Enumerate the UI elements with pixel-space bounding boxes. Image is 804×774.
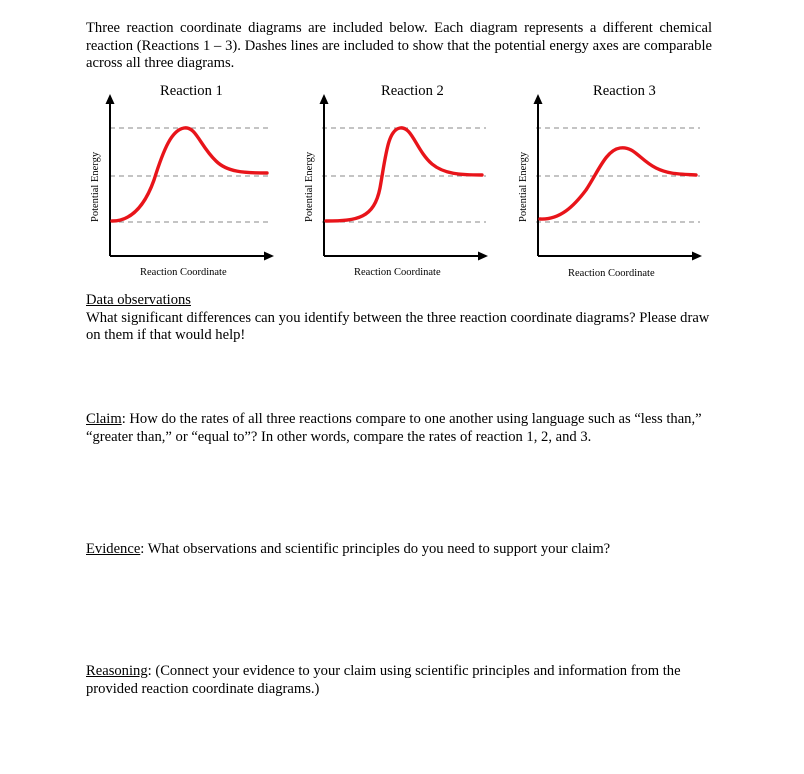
- energy-curve: [326, 128, 482, 221]
- reaction-diagram-1: [82, 80, 304, 290]
- energy-curve: [540, 148, 696, 219]
- x-axis-label: Reaction Coordinate: [568, 268, 655, 279]
- diagram-title: Reaction 3: [593, 83, 656, 99]
- reasoning-question: : (Connect your evidence to your claim using scientific principles and information from the provided reaction coordinate diagrams.): [86, 663, 681, 697]
- x-axis-arrow: [692, 252, 702, 261]
- claim-label: Claim: [86, 411, 122, 427]
- evidence-question: : What observations and scientific principles do you need to support your claim?: [140, 541, 611, 557]
- energy-diagram-graphic: [296, 80, 518, 290]
- diagram-title: Reaction 1: [160, 83, 223, 99]
- claim-section: [86, 411, 712, 446]
- x-axis-arrow: [478, 252, 488, 261]
- data-observations-section: [86, 292, 712, 345]
- reasoning-section: [86, 663, 712, 698]
- energy-curve: [112, 128, 267, 221]
- y-axis-arrow: [320, 94, 329, 104]
- evidence-section: [86, 541, 712, 559]
- y-axis-arrow: [534, 94, 543, 104]
- data-observations-heading: Data observations: [86, 292, 191, 308]
- reaction-diagram-3: [510, 80, 732, 290]
- intro-paragraph: Three reaction coordinate diagrams are included below. Each diagram represents a different chemical reaction (Reactions 1 – 3). Dashes lines are included to show that the potential energy axes are comparable across all three diagrams.: [86, 20, 712, 71]
- reaction-diagram-2: [296, 80, 518, 290]
- claim-question: : How do the rates of all three reactions compare to one another using language such as “less than,” “greater than,” or “equal to”? In other words, compare the rates of reaction 1, 2, and 3.: [86, 411, 702, 445]
- y-axis-label: Potential Energy: [90, 151, 101, 222]
- y-axis-arrow: [106, 94, 115, 104]
- y-axis-label: Potential Energy: [304, 151, 315, 222]
- y-axis-label: Potential Energy: [518, 151, 529, 222]
- evidence-label: Evidence: [86, 541, 141, 557]
- x-axis-label: Reaction Coordinate: [140, 267, 227, 278]
- x-axis-label: Reaction Coordinate: [354, 267, 441, 278]
- diagram-title: Reaction 2: [381, 83, 444, 99]
- data-observations-question: What significant differences can you identify between the three reaction coordinate diagrams? Please draw on them if that would help!: [86, 309, 710, 343]
- energy-diagram-graphic: [82, 80, 304, 290]
- reasoning-label: Reasoning: [86, 663, 148, 679]
- x-axis-arrow: [264, 252, 274, 261]
- energy-diagram-graphic: [510, 80, 732, 290]
